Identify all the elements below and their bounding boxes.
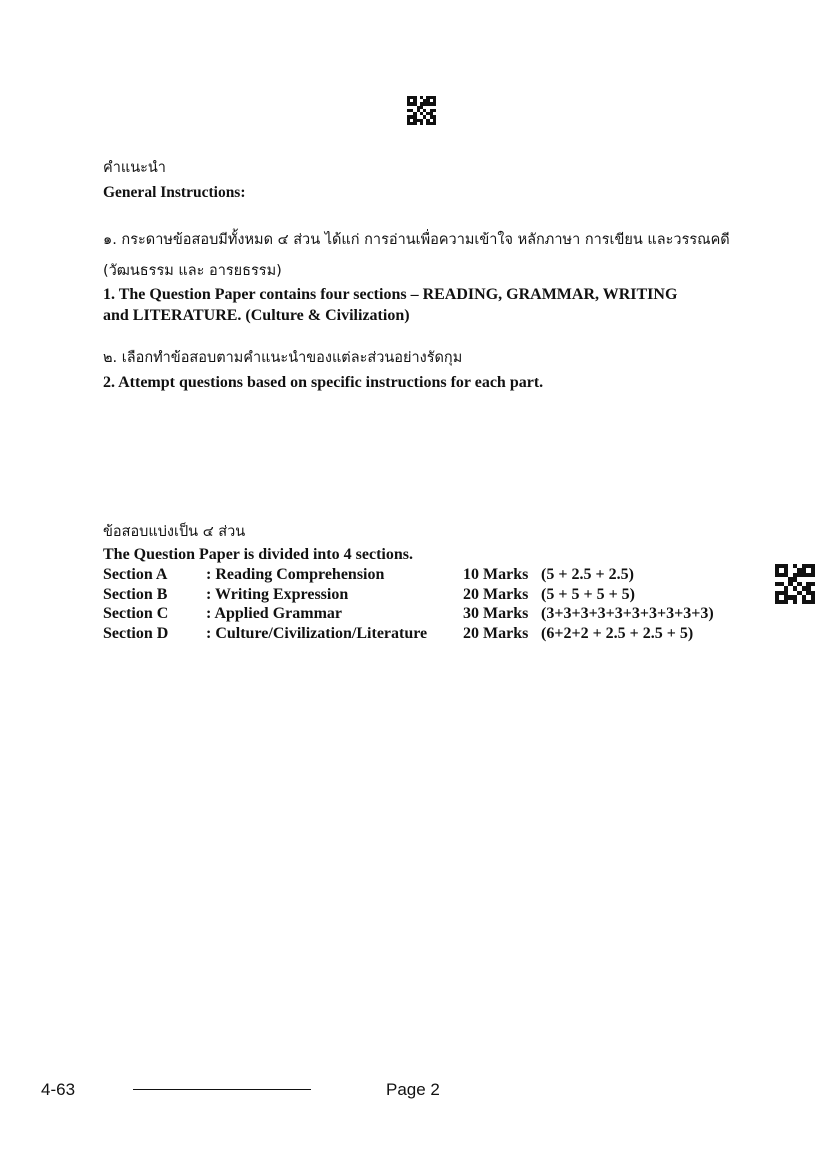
footer-rule	[133, 1089, 311, 1090]
section-name: : Culture/Civilization/Literature	[206, 624, 428, 642]
section-marks: 20 Marks	[463, 624, 529, 642]
paper-code: 4-63	[41, 1080, 76, 1099]
qr-code-icon	[775, 564, 815, 604]
section-name: : Writing Expression	[206, 585, 349, 603]
page-number: Page 2	[386, 1080, 440, 1099]
section-label: Section B	[103, 585, 168, 603]
thai-heading: คำแนะนำ	[103, 160, 166, 176]
instruction-1	[103, 284, 677, 326]
thai-sections-heading: ข้อสอบแบ่งเป็น ๔ ส่วน	[103, 524, 246, 540]
instruction-1-line-2: and LITERATURE. (Culture & Civilization)	[103, 307, 410, 324]
thai-instruction-2: ๒. เลือกทำข้อสอบตามคำแนะนำของแต่ละส่วนอย่างรัดกุม	[103, 350, 463, 366]
section-name: : Applied Grammar	[206, 605, 342, 623]
section-label: Section A	[103, 566, 168, 583]
thai-instruction-1: ๑. กระดาษข้อสอบมีทั้งหมด ๔ ส่วน ได้แก่ การอ่านเพื่อความเข้าใจ หลักภาษา การเขียน และวรรณคดี	[103, 232, 730, 248]
qr-code-icon	[407, 96, 436, 125]
section-label: Section C	[103, 605, 169, 623]
section-marks: 20 Marks	[463, 585, 529, 603]
section-label: Section D	[103, 624, 169, 642]
section-marks-breakdown: (5 + 2.5 + 2.5)	[541, 566, 634, 583]
section-name: : Reading Comprehension	[206, 566, 385, 583]
instruction-2: 2. Attempt questions based on specific instructions for each part.	[103, 374, 544, 391]
section-marks-breakdown: (6+2+2 + 2.5 + 2.5 + 5)	[541, 624, 694, 642]
sections-intro: The Question Paper is divided into 4 sections.	[103, 546, 413, 563]
thai-instruction-1-continued: (วัฒนธรรม และ อารยธรรม)	[103, 263, 282, 279]
general-instructions-heading: General Instructions:	[103, 184, 246, 201]
section-marks: 10 Marks	[463, 566, 529, 583]
section-marks: 30 Marks	[463, 605, 529, 623]
section-marks-breakdown: (5 + 5 + 5 + 5)	[541, 585, 636, 603]
instruction-1-line-1: 1. The Question Paper contains four sections – READING, GRAMMAR, WRITING	[103, 286, 678, 303]
section-marks-breakdown: (3+3+3+3+3+3+3+3+3+3)	[541, 605, 714, 623]
